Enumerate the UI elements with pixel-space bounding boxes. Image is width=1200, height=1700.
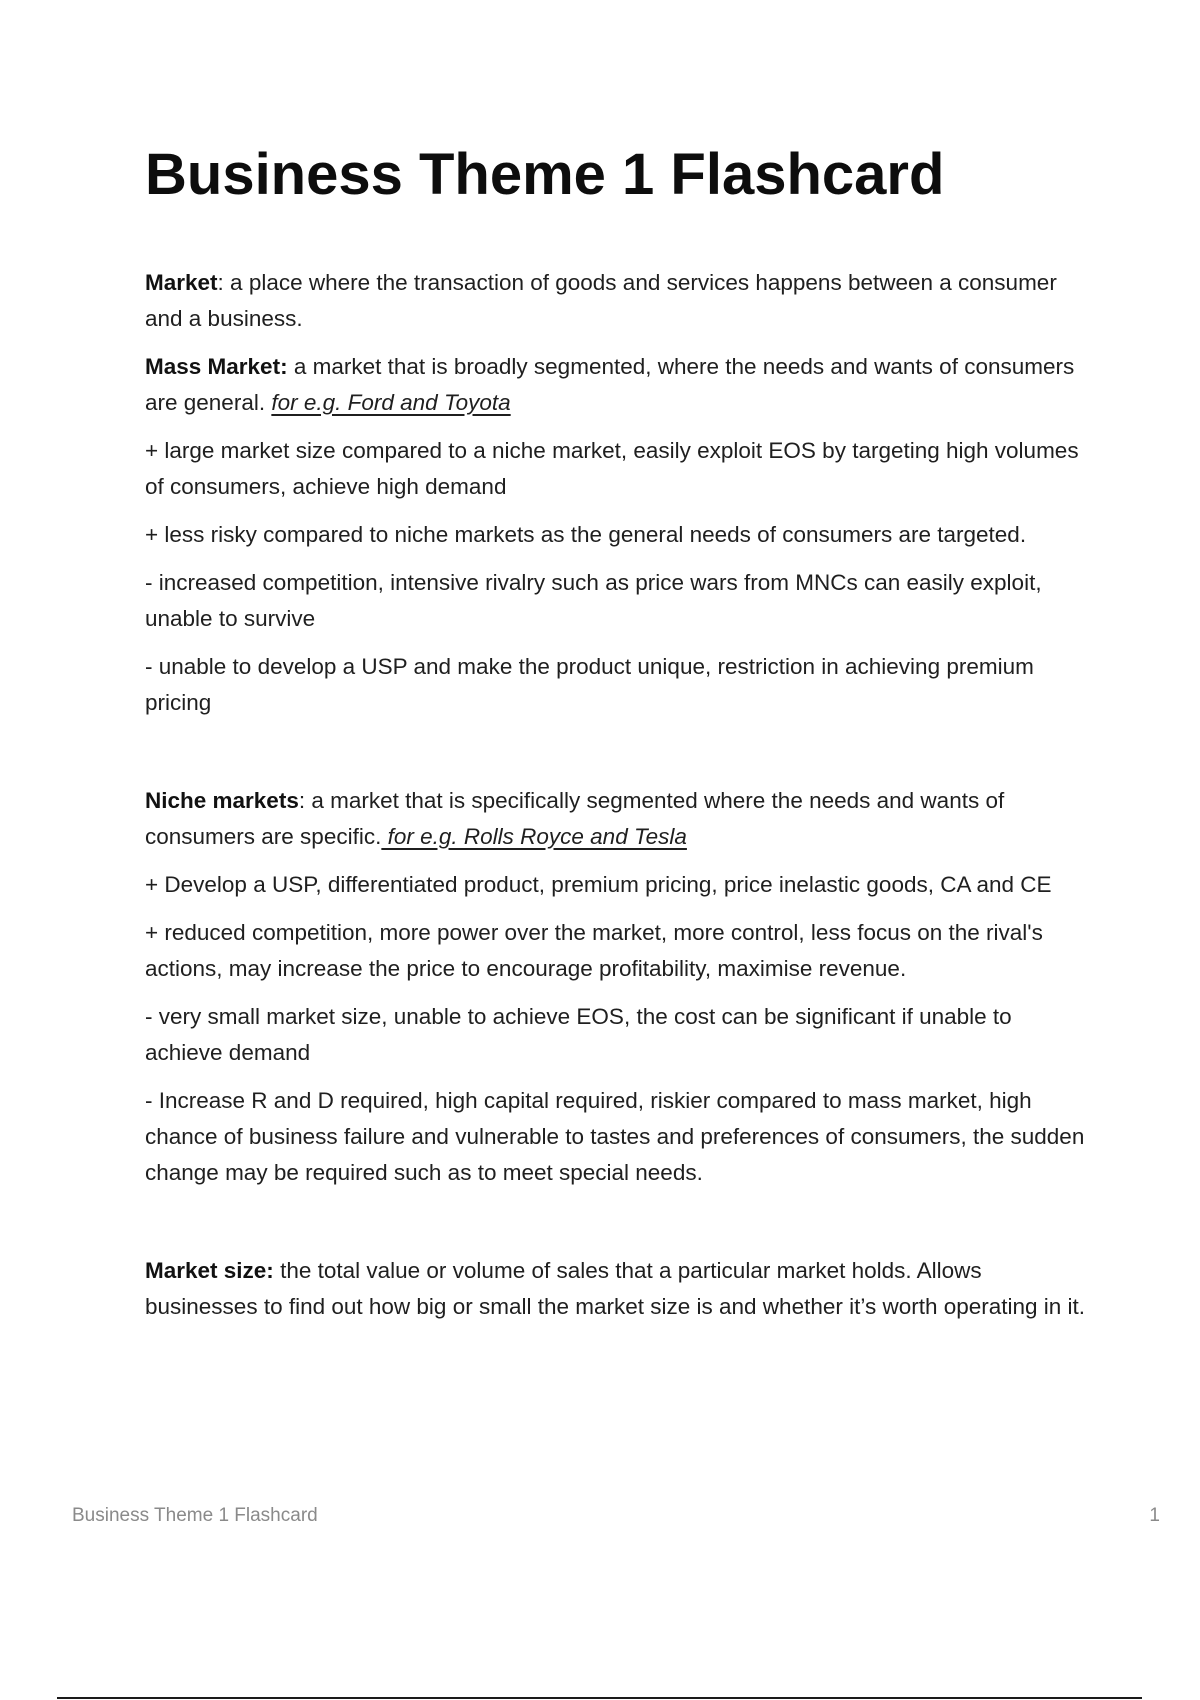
document-body: [145, 140, 1095, 1337]
section-spacer: [145, 1203, 1095, 1253]
market-size-term: Market size:: [145, 1257, 274, 1283]
niche-markets-point: - Increase R and D required, high capital required, riskier compared to mass market, high chance of business failure and vulnerable to tastes and preferences of consumers, the sudden change may be required such as to meet special needs.: [145, 1087, 1085, 1185]
mass-market-point: - increased competition, intensive rivalry such as price wars from MNCs can easily exploit, unable to survive: [145, 569, 1042, 631]
page-number: 1: [1149, 1505, 1160, 1526]
niche-markets-term: Niche markets: [145, 787, 299, 813]
mass-market-point: + less risky compared to niche markets as the general needs of consumers are targeted.: [145, 521, 1027, 547]
niche-markets-definition: [145, 783, 1095, 855]
page-bottom-divider: [57, 1697, 1142, 1699]
niche-markets-example: for e.g. Rolls Royce and Tesla: [381, 823, 687, 849]
mass-market-point: + large market size compared to a niche market, easily exploit EOS by targeting high volumes of consumers, achieve high demand: [145, 437, 1079, 499]
mass-market-example: for e.g. Ford and Toyota: [271, 389, 511, 415]
niche-markets-definition-text: : a market that is specifically segmented where the needs and wants of consumers are specific.: [145, 787, 1005, 849]
market-size-definition: [145, 1253, 1095, 1325]
section-spacer: [145, 733, 1095, 783]
market-definition: [145, 265, 1095, 337]
footer-title: Business Theme 1 Flashcard: [72, 1505, 318, 1526]
mass-market-definition: [145, 349, 1095, 421]
niche-markets-point: - very small market size, unable to achieve EOS, the cost can be significant if unable to achieve demand: [145, 1003, 1012, 1065]
market-term: Market: [145, 269, 218, 295]
mass-market-point: - unable to develop a USP and make the product unique, restriction in achieving premium pricing: [145, 653, 1034, 715]
niche-markets-point: + Develop a USP, differentiated product, premium pricing, price inelastic goods, CA and CE: [145, 871, 1052, 897]
mass-market-term: Mass Market:: [145, 353, 288, 379]
mass-market-definition-text: a market that is broadly segmented, where the needs and wants of consumers are general.: [145, 353, 1075, 415]
page-title: Business Theme 1 Flashcard: [145, 142, 945, 207]
market-definition-text: : a place where the transaction of goods and services happens between a consumer and a business.: [145, 269, 1057, 331]
niche-markets-point: + reduced competition, more power over the market, more control, less focus on the rival's actions, may increase the price to encourage profitability, maximise revenue.: [145, 919, 1043, 981]
market-size-definition-text: the total value or volume of sales that a particular market holds. Allows businesses to find out how big or small the market size is and whether it’s worth operating in it.: [145, 1257, 1086, 1319]
